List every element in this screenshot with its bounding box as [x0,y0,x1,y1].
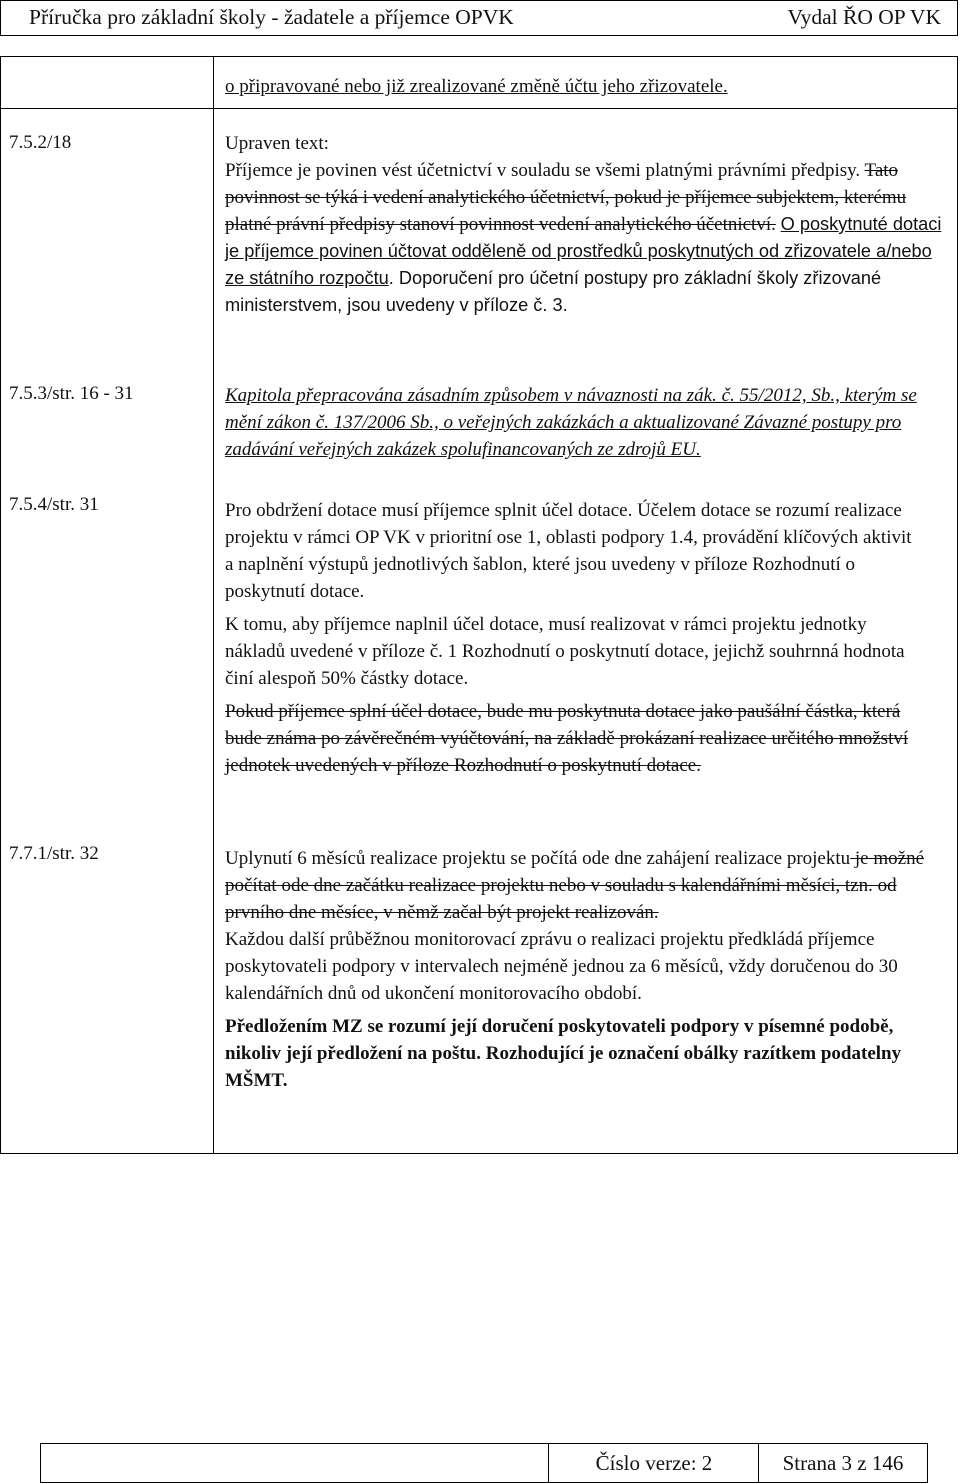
italic-underlined-text: Kapitola přepracována zásadním způsobem v návaznosti na zák. č. 55/2012, Sb., kterým se mění zákon č. 137/2006 Sb., o veřejných zakázkách a aktualizované Závazné postupy pro zadávání veřejných zakázek spolufinancovaných ze zdrojů EU. [225,385,917,460]
row-label-7-5-2: 7.5.2/18 [9,132,72,153]
page-header [0,0,958,36]
row-continuation [225,73,945,100]
intro-text: Upraven text: [225,133,329,154]
bold-paragraph: Předložením MZ se rozumí její doručení poskytovateli podpory v písemné podobě, nikoliv její předložení na poštu. Rozhodující je označení obálky razítkem podatelny MŠMT. [225,1016,902,1091]
paragraph: Pro obdržení dotace musí příjemce splnit účel dotace. Účelem dotace se rozumí realizace projektu v rámci OP VK v prioritní ose 1, oblasti podpory 1.4, provádění klíčových aktivit a naplnění výstupů jednotlivých šablon, které jsou uvedeny v příloze Rozhodnutí o poskytnutí dotace. [225,500,912,602]
row-label-7-5-3: 7.5.3/str. 16 - 31 [9,383,134,404]
page-footer [40,1443,928,1483]
text-segment: Uplynutí 6 měsíců realizace projektu se počítá ode dne zahájení realizace projektu [225,848,851,869]
paragraph: Každou další průběžnou monitorovací zprávu o realizaci projektu předkládá příjemce poskytovateli podpory v intervalech nejméně jednou za 6 měsíců, vždy doručenou do 30 kalendářních dnů od ukončení monitorovacího období. [225,929,898,1004]
row-text-7-5-3 [225,382,937,463]
struck-paragraph: Pokud příjemce splní účel dotace, bude mu poskytnuta dotace jako paušální částka, která bude známa po závěrečném vyúčtování, na základě prokázaní realizace určitého množství jednotek uvedených v příloze Rozhodnutí o poskytnutí dotace. [225,701,909,776]
changes-table [0,56,958,1154]
text-segment: . Doporučení pro účetní postupy pro základní školy zřizované ministerstvem, jsou uvedeny v příloze č. 3. [225,268,882,315]
row-text-7-5-2 [225,130,945,319]
column-divider [213,57,214,1153]
row-divider [1,108,957,109]
struck-text: Tato povinnost se týká i vedení analytického účetnictví, pokud je příjemce subjektem, kterému platné právní předpisy stanoví povinnost vedení analytického účetnictví. [225,160,907,235]
row-text-7-7-1 [225,845,943,1094]
underlined-text: O poskytnuté dotaci je příjemce povinen účtovat odděleně od prostředků poskytnutých od zřizovatele a/nebo ze státního rozpočtu [225,214,942,288]
row-label-7-5-4: 7.5.4/str. 31 [9,494,99,515]
paragraph: K tomu, aby příjemce naplnil účel dotace, musí realizovat v rámci projektu jednotky nákladů uvedené v příloze č. 1 Rozhodnutí o poskytnutí dotace, jejichž souhrnná hodnota činí alespoň 50% částky dotace. [225,614,905,689]
row-text-7-5-4 [225,497,917,779]
text-segment: Příjemce je povinen vést účetnictví v souladu se všemi platnými právními předpisy. [225,160,865,181]
header-issuer: Vydal ŘO OP VK [787,5,941,29]
struck-text: je možné počítat ode dne začátku realizace projektu nebo v souladu s kalendářními měsíci, tzn. od prvního dne měsíce, v němž začal být projekt realizován. [225,848,924,923]
page-number: Strana 3 z 146 [758,1444,927,1482]
version-number: Číslo verze: 2 [548,1444,759,1482]
continuation-text: o připravované nebo již zrealizované změně účtu jeho zřizovatele. [225,76,728,97]
header-title: Příručka pro základní školy - žadatele a příjemce OPVK [29,5,514,29]
row-label-7-7-1: 7.7.1/str. 32 [9,843,99,864]
